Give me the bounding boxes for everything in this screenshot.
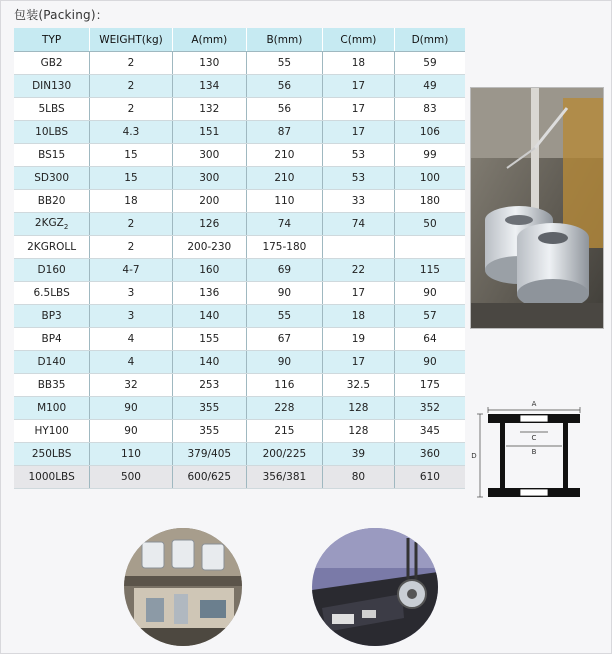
cell-text: 74 bbox=[277, 218, 292, 230]
table-cell-b bbox=[246, 213, 322, 236]
table-cell-typ bbox=[14, 236, 90, 259]
table-cell-a bbox=[172, 167, 246, 190]
table-cell-d bbox=[394, 121, 465, 144]
cell-text: 15 bbox=[124, 149, 138, 161]
table-cell-typ bbox=[14, 167, 90, 190]
cell-text: 160 bbox=[199, 264, 220, 276]
table-cell-b bbox=[246, 259, 322, 282]
table-cell-d bbox=[394, 420, 465, 443]
cell-text: 2 bbox=[127, 218, 135, 230]
table-row bbox=[14, 443, 465, 466]
table-cell-weight bbox=[90, 121, 172, 144]
table-cell-b bbox=[246, 397, 322, 420]
table-cell-a bbox=[172, 420, 246, 443]
table-cell-weight bbox=[90, 420, 172, 443]
table-cell-d bbox=[394, 259, 465, 282]
table-cell-d bbox=[394, 328, 465, 351]
table-cell-weight bbox=[90, 236, 172, 259]
table-cell-a bbox=[172, 282, 246, 305]
cell-text: 2 bbox=[127, 57, 135, 69]
dimension-label-d: D bbox=[471, 452, 477, 460]
table-cell-typ bbox=[14, 121, 90, 144]
table-cell-typ bbox=[14, 144, 90, 167]
table-cell-a bbox=[172, 236, 246, 259]
cell-text: BB35 bbox=[37, 379, 66, 391]
cell-text: 39 bbox=[351, 448, 366, 460]
winding-machine-photo bbox=[312, 528, 438, 646]
cell-text: 126 bbox=[199, 218, 220, 230]
table-cell-weight bbox=[90, 259, 172, 282]
cell-text: 2 bbox=[127, 241, 135, 253]
cell-text: HY100 bbox=[34, 425, 69, 437]
table-cell-weight bbox=[90, 75, 172, 98]
col-header-b: B(mm) bbox=[246, 28, 322, 52]
table-cell-c bbox=[322, 374, 394, 397]
table-cell-c bbox=[322, 305, 394, 328]
cell-text: 55 bbox=[277, 310, 292, 322]
table-cell-b bbox=[246, 420, 322, 443]
table-cell-c bbox=[322, 420, 394, 443]
table-cell-b bbox=[246, 466, 322, 489]
cell-text: GB2 bbox=[40, 57, 63, 69]
table-row bbox=[14, 75, 465, 98]
table-cell-c bbox=[322, 259, 394, 282]
cell-text: 10LBS bbox=[35, 126, 69, 138]
cell-text: 17 bbox=[351, 126, 366, 138]
table-row bbox=[14, 167, 465, 190]
cell-text: 3 bbox=[127, 287, 135, 299]
cell-text: 74 bbox=[351, 218, 366, 230]
cell-text: 155 bbox=[199, 333, 220, 345]
table-cell-a bbox=[172, 121, 246, 144]
table-cell-c bbox=[322, 236, 394, 259]
cell-text: 128 bbox=[348, 425, 369, 437]
table-cell-c bbox=[322, 98, 394, 121]
cell-text: 128 bbox=[348, 402, 369, 414]
cell-text: 132 bbox=[199, 103, 220, 115]
cell-text: 3 bbox=[127, 310, 135, 322]
cell-text: 2 bbox=[127, 80, 135, 92]
cell-text: 32.5 bbox=[346, 379, 371, 391]
table-row bbox=[14, 420, 465, 443]
cell-text: 355 bbox=[199, 402, 220, 414]
cell-text: 56 bbox=[277, 80, 292, 92]
cell-text: 300 bbox=[199, 149, 220, 161]
table-cell-d bbox=[394, 374, 465, 397]
cell-text: 4 bbox=[127, 356, 135, 368]
table-cell-d bbox=[394, 98, 465, 121]
table-cell-weight bbox=[90, 443, 172, 466]
production-line-photo bbox=[124, 528, 242, 646]
cell-text: 136 bbox=[199, 287, 220, 299]
cell-text: 210 bbox=[274, 172, 295, 184]
table-cell-weight bbox=[90, 52, 172, 75]
cell-text: 356/381 bbox=[262, 471, 307, 483]
cell-text: 53 bbox=[351, 172, 366, 184]
table-row bbox=[14, 282, 465, 305]
cell-text: 355 bbox=[199, 425, 220, 437]
table-cell-d bbox=[394, 466, 465, 489]
table-cell-b bbox=[246, 236, 322, 259]
cell-text: 15 bbox=[124, 172, 138, 184]
table-cell-d bbox=[394, 144, 465, 167]
table-cell-b bbox=[246, 144, 322, 167]
cell-text: 200-230 bbox=[187, 241, 232, 253]
table-cell-a bbox=[172, 466, 246, 489]
cell-text: 352 bbox=[419, 402, 440, 414]
table-cell-weight bbox=[90, 213, 172, 236]
table-row bbox=[14, 466, 465, 489]
table-cell-a bbox=[172, 98, 246, 121]
table-cell-d bbox=[394, 397, 465, 420]
cell-text: 180 bbox=[419, 195, 440, 207]
cell-text: 600/625 bbox=[187, 471, 232, 483]
table-cell-c bbox=[322, 167, 394, 190]
spool-cross-section-drawing bbox=[470, 392, 605, 504]
dimension-label-a: A bbox=[531, 400, 537, 408]
table-cell-typ bbox=[14, 213, 90, 236]
cell-text: 253 bbox=[199, 379, 220, 391]
table-cell-weight bbox=[90, 167, 172, 190]
cell-text: 69 bbox=[277, 264, 292, 276]
table-row bbox=[14, 213, 465, 236]
cell-text: 17 bbox=[351, 103, 366, 115]
winding-machine-illustration bbox=[312, 528, 438, 646]
table-cell-c bbox=[322, 443, 394, 466]
table-row bbox=[14, 236, 465, 259]
table-cell-weight bbox=[90, 466, 172, 489]
cell-text: 300 bbox=[199, 172, 220, 184]
table-cell-d bbox=[394, 443, 465, 466]
table-cell-c bbox=[322, 213, 394, 236]
cell-text: 1000LBS bbox=[28, 471, 75, 483]
cell-text: 87 bbox=[277, 126, 292, 138]
cell-text: 90 bbox=[277, 287, 292, 299]
table-row bbox=[14, 259, 465, 282]
cell-text: 610 bbox=[419, 471, 440, 483]
table-cell-typ bbox=[14, 397, 90, 420]
table-cell-typ bbox=[14, 75, 90, 98]
table-cell-a bbox=[172, 443, 246, 466]
cell-text: 18 bbox=[351, 310, 366, 322]
table-cell-d bbox=[394, 305, 465, 328]
cell-text: 67 bbox=[277, 333, 292, 345]
cell-text: 110 bbox=[274, 195, 295, 207]
table-cell-b bbox=[246, 52, 322, 75]
table-row bbox=[14, 351, 465, 374]
cell-text: BB20 bbox=[37, 195, 66, 207]
packing-heading: 包装(Packing)： bbox=[14, 8, 108, 22]
cell-text: 200 bbox=[199, 195, 220, 207]
table-row bbox=[14, 305, 465, 328]
table-row bbox=[14, 121, 465, 144]
table-cell-b bbox=[246, 351, 322, 374]
table-cell-b bbox=[246, 282, 322, 305]
table-cell-d bbox=[394, 75, 465, 98]
spool-stand-photo bbox=[470, 87, 604, 329]
table-cell-a bbox=[172, 374, 246, 397]
cell-text: 90 bbox=[124, 425, 138, 437]
table-body bbox=[14, 52, 465, 489]
table-cell-typ bbox=[14, 282, 90, 305]
cell-text: DIN130 bbox=[32, 80, 72, 92]
cell-text: 130 bbox=[199, 57, 220, 69]
table-cell-b bbox=[246, 328, 322, 351]
cell-text: 4.3 bbox=[122, 126, 140, 138]
table-row bbox=[14, 374, 465, 397]
cell-text: 6.5LBS bbox=[33, 287, 70, 299]
table-cell-a bbox=[172, 144, 246, 167]
cell-text: 18 bbox=[351, 57, 366, 69]
table-cell-typ bbox=[14, 328, 90, 351]
table-cell-typ bbox=[14, 443, 90, 466]
cell-text: D140 bbox=[37, 356, 66, 368]
table-cell-d bbox=[394, 213, 465, 236]
table-cell-typ bbox=[14, 374, 90, 397]
table-cell-c bbox=[322, 351, 394, 374]
table-cell-typ bbox=[14, 420, 90, 443]
table-cell-a bbox=[172, 351, 246, 374]
cell-text: 134 bbox=[199, 80, 220, 92]
cell-text: 17 bbox=[351, 356, 366, 368]
cell-text: 140 bbox=[199, 356, 220, 368]
table-cell-c bbox=[322, 75, 394, 98]
table-cell-c bbox=[322, 190, 394, 213]
cell-text: 17 bbox=[351, 80, 366, 92]
table-cell-b bbox=[246, 443, 322, 466]
production-line-illustration bbox=[124, 528, 242, 646]
table-cell-b bbox=[246, 190, 322, 213]
cell-text: 379/405 bbox=[187, 448, 232, 460]
table-cell-typ bbox=[14, 305, 90, 328]
table-cell-typ bbox=[14, 259, 90, 282]
spool-dimension-diagram bbox=[470, 392, 605, 504]
table-cell-weight bbox=[90, 98, 172, 121]
cell-text: 90 bbox=[124, 402, 138, 414]
table-cell-c bbox=[322, 121, 394, 144]
cell-text: 500 bbox=[120, 471, 141, 483]
dimension-label-b: B bbox=[531, 448, 537, 456]
table-cell-a bbox=[172, 305, 246, 328]
table-cell-a bbox=[172, 75, 246, 98]
cell-text: 106 bbox=[419, 126, 440, 138]
col-header-typ: TYP bbox=[14, 28, 90, 52]
cell-text: 5LBS bbox=[38, 103, 65, 115]
table-row bbox=[14, 52, 465, 75]
cell-text: 2KGROLL bbox=[27, 241, 77, 253]
table-cell-c bbox=[322, 397, 394, 420]
table-row bbox=[14, 98, 465, 121]
table-cell-b bbox=[246, 75, 322, 98]
table-cell-b bbox=[246, 121, 322, 144]
cell-text: 175 bbox=[419, 379, 440, 391]
cell-text: 55 bbox=[277, 57, 292, 69]
cell-text: 17 bbox=[351, 287, 366, 299]
table-cell-d bbox=[394, 167, 465, 190]
cell-text: 53 bbox=[351, 149, 366, 161]
cell-text: 345 bbox=[419, 425, 440, 437]
cell-text: 19 bbox=[351, 333, 366, 345]
col-header-d: D(mm) bbox=[394, 28, 465, 52]
table-cell-b bbox=[246, 305, 322, 328]
cell-text: 22 bbox=[351, 264, 366, 276]
cell-text: 228 bbox=[274, 402, 295, 414]
table-cell-typ bbox=[14, 52, 90, 75]
cell-text: 83 bbox=[423, 103, 437, 115]
table-cell-weight bbox=[90, 397, 172, 420]
cell-text: 50 bbox=[423, 218, 437, 230]
cell-text: 33 bbox=[351, 195, 366, 207]
table-cell-weight bbox=[90, 374, 172, 397]
cell-text: 2KGZ bbox=[34, 216, 64, 229]
table-cell-a bbox=[172, 52, 246, 75]
cell-text: 57 bbox=[423, 310, 437, 322]
table-cell-a bbox=[172, 213, 246, 236]
table-cell-d bbox=[394, 236, 465, 259]
table-cell-typ bbox=[14, 98, 90, 121]
cell-text: 2 bbox=[127, 103, 135, 115]
table-cell-typ bbox=[14, 190, 90, 213]
cell-text: 64 bbox=[423, 333, 437, 345]
cell-text: 210 bbox=[274, 149, 295, 161]
cell-text: BP3 bbox=[41, 310, 62, 322]
table-cell-c bbox=[322, 52, 394, 75]
col-header-c: C(mm) bbox=[322, 28, 394, 52]
cell-text: 116 bbox=[274, 379, 295, 391]
cell-subscript: 2 bbox=[63, 223, 69, 232]
table-cell-weight bbox=[90, 190, 172, 213]
cell-text: 4-7 bbox=[122, 264, 140, 276]
table-cell-b bbox=[246, 374, 322, 397]
table-cell-typ bbox=[14, 466, 90, 489]
cell-text: M100 bbox=[37, 402, 67, 414]
table-row bbox=[14, 144, 465, 167]
cell-text: 80 bbox=[351, 471, 366, 483]
cell-text: 200/225 bbox=[262, 448, 307, 460]
table-cell-a bbox=[172, 190, 246, 213]
cell-text: 49 bbox=[423, 80, 437, 92]
cell-text: 59 bbox=[423, 57, 437, 69]
cell-text: 151 bbox=[199, 126, 220, 138]
table-cell-b bbox=[246, 98, 322, 121]
cell-text: D160 bbox=[37, 264, 66, 276]
cell-text: 32 bbox=[124, 379, 138, 391]
cell-text: 99 bbox=[423, 149, 437, 161]
cell-text: 56 bbox=[277, 103, 292, 115]
table-cell-d bbox=[394, 351, 465, 374]
spool-stand-illustration bbox=[471, 88, 603, 328]
table-cell-c bbox=[322, 466, 394, 489]
table-cell-typ bbox=[14, 351, 90, 374]
table-cell-weight bbox=[90, 305, 172, 328]
table-cell-weight bbox=[90, 282, 172, 305]
cell-text: 140 bbox=[199, 310, 220, 322]
table-cell-d bbox=[394, 190, 465, 213]
cell-text: 175-180 bbox=[262, 241, 307, 253]
cell-text: 215 bbox=[274, 425, 295, 437]
col-header-weight: WEIGHT(kg) bbox=[90, 28, 172, 52]
cell-text: 250LBS bbox=[31, 448, 72, 460]
table-cell-d bbox=[394, 282, 465, 305]
table-cell-b bbox=[246, 167, 322, 190]
table-header-row bbox=[14, 28, 465, 52]
cell-text: 90 bbox=[423, 287, 437, 299]
dimension-label-c: C bbox=[531, 434, 537, 442]
cell-text: 4 bbox=[127, 333, 135, 345]
cell-text: BP4 bbox=[41, 333, 62, 345]
table-cell-c bbox=[322, 328, 394, 351]
cell-text: 110 bbox=[120, 448, 141, 460]
cell-text: 100 bbox=[419, 172, 440, 184]
table-cell-weight bbox=[90, 328, 172, 351]
table-cell-weight bbox=[90, 351, 172, 374]
table-row bbox=[14, 397, 465, 420]
cell-text: 90 bbox=[423, 356, 437, 368]
table-cell-a bbox=[172, 328, 246, 351]
col-header-a: A(mm) bbox=[172, 28, 246, 52]
table-cell-c bbox=[322, 144, 394, 167]
table-cell-c bbox=[322, 282, 394, 305]
cell-text: 115 bbox=[419, 264, 440, 276]
cell-text: SD300 bbox=[34, 172, 70, 184]
table-cell-a bbox=[172, 259, 246, 282]
packing-spec-table bbox=[14, 28, 465, 489]
cell-text: 18 bbox=[124, 195, 138, 207]
table-row bbox=[14, 190, 465, 213]
cell-text: BS15 bbox=[38, 149, 66, 161]
cell-text: 360 bbox=[419, 448, 440, 460]
table-cell-a bbox=[172, 397, 246, 420]
table-row bbox=[14, 328, 465, 351]
cell-text: 90 bbox=[277, 356, 292, 368]
table-cell-d bbox=[394, 52, 465, 75]
table-cell-weight bbox=[90, 144, 172, 167]
